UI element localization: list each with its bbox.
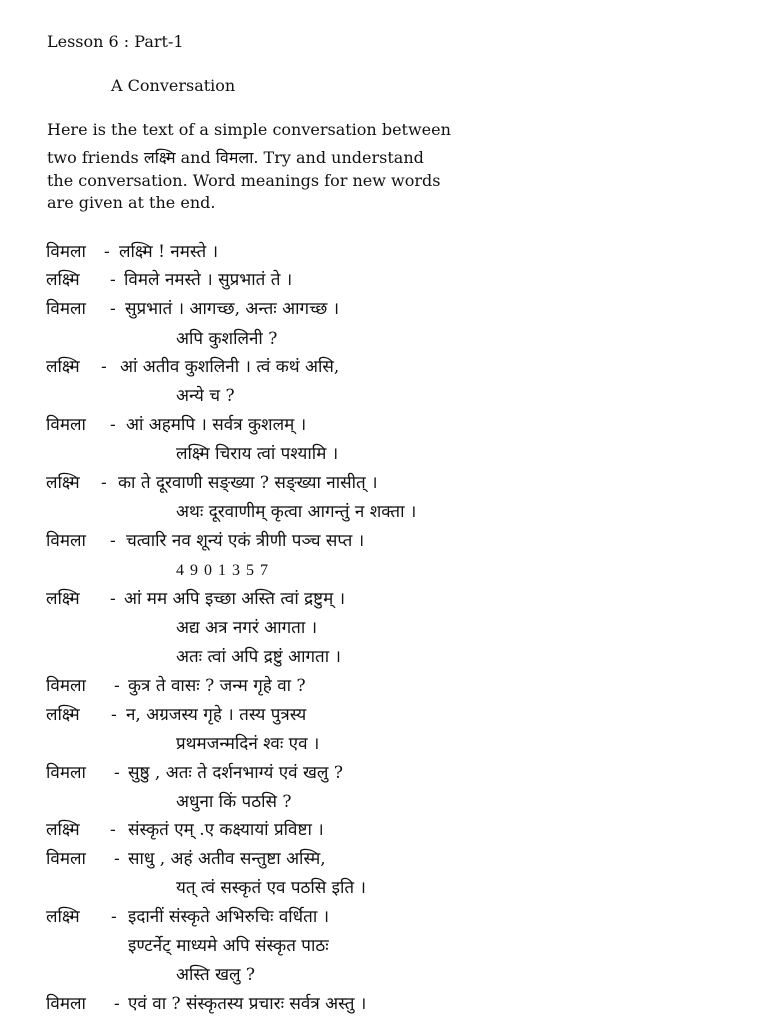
dialogue-line: इदानीं संस्कृते अभिरुचिः वर्धिता । xyxy=(128,907,330,927)
intro-line: are given at the end. xyxy=(47,193,216,212)
speaker-name: विमला xyxy=(46,763,86,783)
lesson-heading: Lesson 6 : Part-1 xyxy=(47,32,184,51)
intro-line: Here is the text of a simple conversation between xyxy=(47,120,451,139)
speaker-name: विमला xyxy=(46,994,86,1014)
dialogue-line: सुष्ठु , अतः ते दर्शनभाग्यं एवं खलु ? xyxy=(128,763,343,783)
intro-line: the conversation. Word meanings for new words xyxy=(47,171,441,190)
dialogue-line: अस्ति खलु ? xyxy=(176,965,256,985)
speaker-name: विमला xyxy=(46,676,86,696)
speaker-dash: - xyxy=(101,473,107,493)
speaker-name: विमला xyxy=(46,242,86,262)
dialogue-line: अधुना किं पठसि ? xyxy=(176,792,292,812)
speaker-name: विमला xyxy=(46,299,86,319)
speaker-dash: - xyxy=(110,820,116,840)
speaker-name: लक्ष्मि xyxy=(46,820,80,840)
speaker-dash: - xyxy=(110,531,116,551)
dialogue-line: अतः त्वां अपि द्रष्टुं आगता । xyxy=(176,647,341,667)
speaker-name: विमला xyxy=(46,531,86,551)
speaker-name: लक्ष्मि xyxy=(46,473,80,493)
dialogue-line: प्रथमजन्मदिनं श्वः एव । xyxy=(176,734,320,754)
speaker-dash: - xyxy=(101,357,107,377)
speaker-name: विमला xyxy=(46,849,86,869)
speaker-dash: - xyxy=(111,907,117,927)
dialogue-line: एवं वा ? संस्कृतस्य प्रचारः सर्वत्र अस्तु । xyxy=(128,994,367,1014)
speaker-dash: - xyxy=(114,994,120,1014)
speaker-dash: - xyxy=(110,299,116,319)
dialogue-line: 4 9 0 1 3 5 7 xyxy=(176,562,269,579)
speaker-dash: - xyxy=(110,415,116,435)
speaker-name: लक्ष्मि xyxy=(46,705,80,725)
speaker-dash: - xyxy=(104,242,110,262)
dialogue-line: अद्य अत्र नगरं आगता । xyxy=(176,618,318,638)
dialogue-line: लक्ष्मि ! नमस्ते । xyxy=(119,242,219,262)
speaker-dash: - xyxy=(111,705,117,725)
dialogue-line: का ते दूरवाणी सङ्ख्या ? सङ्ख्या नासीत् । xyxy=(118,473,378,493)
speaker-name: लक्ष्मि xyxy=(46,270,80,290)
speaker-dash: - xyxy=(110,589,116,609)
dialogue-line: आं मम अपि इच्छा अस्ति त्वां द्रष्टुम् । xyxy=(124,589,346,609)
dialogue-line: सुप्रभातं । आगच्छ, अन्तः आगच्छ । xyxy=(125,299,340,319)
dialogue-line: चत्वारि नव शून्यं एकं त्रीणी पञ्च सप्त । xyxy=(126,531,365,551)
dialogue-line: इण्टर्नेट् माध्यमे अपि संस्कृत पाठः xyxy=(128,936,329,956)
dialogue-line: अन्ये च ? xyxy=(176,386,235,406)
dialogue-line: यत् त्वं सस्कृतं एव पठसि इति । xyxy=(176,878,366,898)
dialogue-line: लक्ष्मि चिराय त्वां पश्यामि । xyxy=(176,444,339,464)
dialogue-line: न, अग्रजस्य गृहे । तस्य पुत्रस्य xyxy=(126,705,307,725)
dialogue-line: विमले नमस्ते । सुप्रभातं ते । xyxy=(124,270,293,290)
dialogue-line: कुत्र ते वासः ? जन्म गृहे वा ? xyxy=(128,676,306,696)
speaker-name: लक्ष्मि xyxy=(46,589,80,609)
speaker-dash: - xyxy=(114,849,120,869)
speaker-dash: - xyxy=(114,676,120,696)
speaker-dash: - xyxy=(114,763,120,783)
dialogue-line: आं अहमपि । सर्वत्र कुशलम् । xyxy=(126,415,307,435)
dialogue-line: आं अतीव कुशलिनी । त्वं कथं असि, xyxy=(120,357,340,377)
conversation-title: A Conversation xyxy=(111,76,236,95)
dialogue-line: अपि कुशलिनी ? xyxy=(176,329,278,349)
intro-line: two friends लक्ष्मि and विमला. Try and understand xyxy=(47,148,424,167)
dialogue-line: साधु , अहं अतीव सन्तुष्टा अस्मि, xyxy=(128,849,326,869)
dialogue-line: संस्कृतं एम् .ए कक्ष्यायां प्रविष्टा । xyxy=(128,820,324,840)
speaker-name: लक्ष्मि xyxy=(46,357,80,377)
speaker-name: लक्ष्मि xyxy=(46,907,80,927)
dialogue-line: अथः दूरवाणीम् कृत्वा आगन्तुं न शक्ता । xyxy=(176,502,417,522)
speaker-name: विमला xyxy=(46,415,86,435)
speaker-dash: - xyxy=(110,270,116,290)
